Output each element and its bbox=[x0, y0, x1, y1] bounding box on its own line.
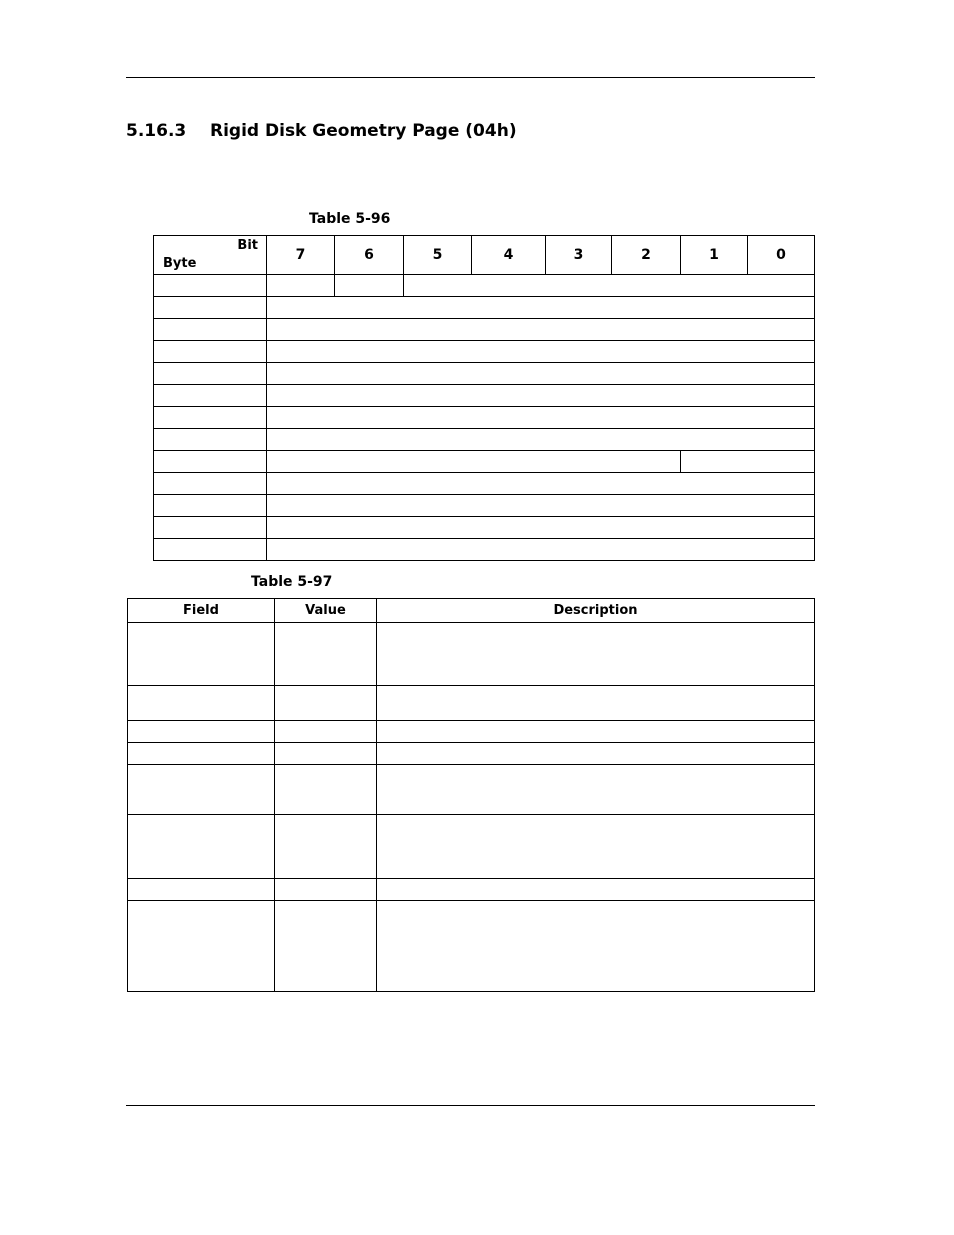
field-description-table bbox=[127, 598, 815, 992]
description-column-header: Description bbox=[377, 599, 815, 623]
bit-6-header: 6 bbox=[335, 236, 404, 275]
bit-byte-corner-cell bbox=[154, 236, 267, 275]
field-column-header: Field bbox=[128, 599, 275, 623]
bit-3-header: 3 bbox=[546, 236, 612, 275]
table-row bbox=[154, 297, 815, 319]
byte-label: Byte bbox=[163, 256, 197, 271]
section-title: Rigid Disk Geometry Page (04h) bbox=[210, 121, 517, 141]
header-rule bbox=[126, 77, 815, 78]
table-row bbox=[154, 385, 815, 407]
table-row bbox=[154, 275, 815, 297]
bit-4-header: 4 bbox=[472, 236, 546, 275]
table-row bbox=[154, 429, 815, 451]
table-row bbox=[154, 407, 815, 429]
value-column-header: Value bbox=[275, 599, 377, 623]
bit-label: Bit bbox=[237, 238, 258, 253]
table-row bbox=[128, 686, 815, 721]
table-row bbox=[154, 341, 815, 363]
table-row bbox=[128, 901, 815, 992]
mode-page-format-table bbox=[153, 235, 815, 561]
table-row bbox=[154, 539, 815, 561]
table-row bbox=[128, 721, 815, 743]
bit-2-header: 2 bbox=[612, 236, 681, 275]
section-heading bbox=[126, 121, 517, 141]
table-row bbox=[128, 623, 815, 686]
table-row bbox=[154, 495, 815, 517]
table-row bbox=[128, 815, 815, 879]
bit-0-header: 0 bbox=[748, 236, 815, 275]
table-5-96-caption: Table 5-96 bbox=[309, 211, 391, 227]
table-row bbox=[154, 363, 815, 385]
section-number: 5.16.3 bbox=[126, 121, 187, 141]
bit-7-header: 7 bbox=[267, 236, 335, 275]
bit-1-header: 1 bbox=[681, 236, 748, 275]
table-row bbox=[128, 765, 815, 815]
table-row bbox=[128, 743, 815, 765]
table-5-97-caption: Table 5-97 bbox=[251, 574, 333, 590]
table-row bbox=[154, 451, 815, 473]
table-row bbox=[128, 879, 815, 901]
field-header-row bbox=[128, 599, 815, 623]
footer-rule bbox=[126, 1105, 815, 1106]
bit-header-row bbox=[154, 236, 815, 275]
table-row bbox=[154, 517, 815, 539]
table-row bbox=[154, 473, 815, 495]
table-row bbox=[154, 319, 815, 341]
bit-5-header: 5 bbox=[404, 236, 472, 275]
